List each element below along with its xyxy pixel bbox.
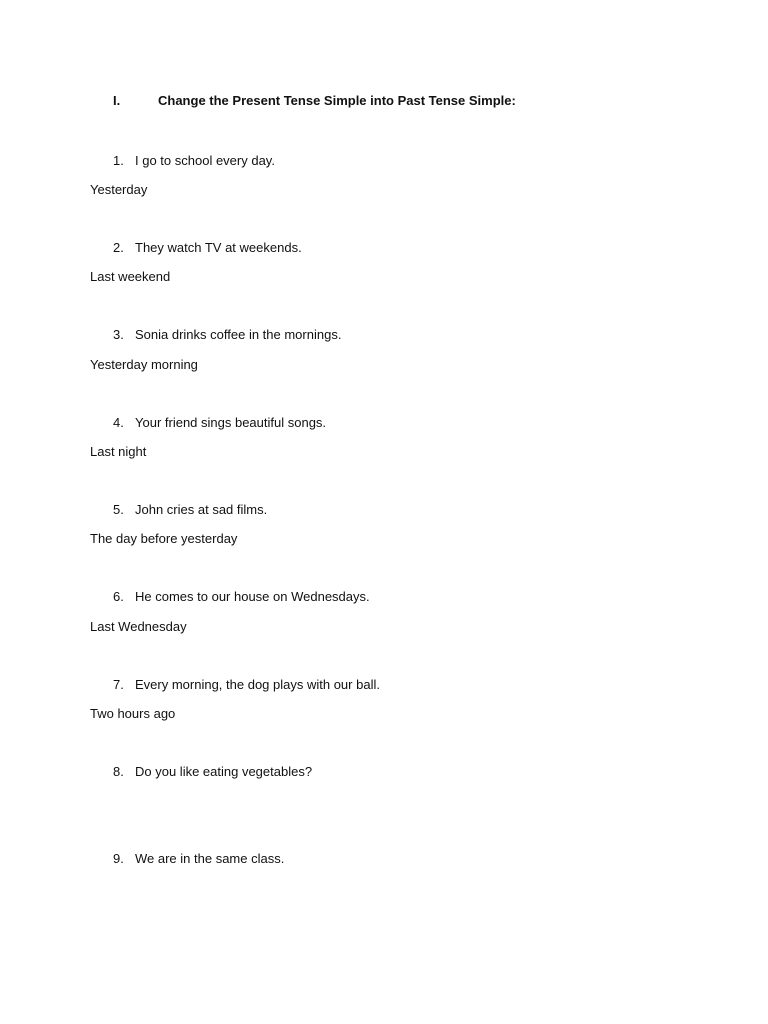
question-number: 3. xyxy=(113,327,124,342)
question-sentence: He comes to our house on Wednesdays. xyxy=(135,589,370,604)
question-number: 8. xyxy=(113,764,124,779)
time-hint-4: Last night xyxy=(90,444,147,459)
question-number: 9. xyxy=(113,851,124,866)
question-2 xyxy=(113,239,302,257)
exercise-number: I. xyxy=(113,93,121,108)
question-4 xyxy=(113,414,326,432)
question-sentence: John cries at sad films. xyxy=(135,502,268,517)
time-hint-2: Last weekend xyxy=(90,269,171,284)
question-sentence: They watch TV at weekends. xyxy=(135,240,302,255)
question-sentence: Sonia drinks coffee in the mornings. xyxy=(135,327,342,342)
question-7 xyxy=(113,676,380,694)
question-number: 2. xyxy=(113,240,124,255)
question-sentence: I go to school every day. xyxy=(135,153,275,168)
question-5 xyxy=(113,501,267,519)
question-6 xyxy=(113,588,370,606)
question-number: 4. xyxy=(113,415,124,430)
exercise-heading xyxy=(113,92,516,110)
question-9 xyxy=(113,850,284,868)
time-hint-3: Yesterday morning xyxy=(90,357,198,372)
time-hint-7: Two hours ago xyxy=(90,706,176,721)
question-sentence: Every morning, the dog plays with our ball. xyxy=(135,677,380,692)
question-sentence: We are in the same class. xyxy=(135,851,285,866)
question-number: 6. xyxy=(113,589,124,604)
question-number: 1. xyxy=(113,153,124,168)
question-number: 5. xyxy=(113,502,124,517)
question-1 xyxy=(113,152,275,170)
time-hint-6: Last Wednesday xyxy=(90,619,187,634)
question-sentence: Do you like eating vegetables? xyxy=(135,764,313,779)
question-number: 7. xyxy=(113,677,124,692)
exercise-instruction: Change the Present Tense Simple into Past Tense Simple: xyxy=(158,93,516,108)
time-hint-1: Yesterday xyxy=(90,182,148,197)
time-hint-5: The day before yesterday xyxy=(90,531,238,546)
question-sentence: Your friend sings beautiful songs. xyxy=(135,415,327,430)
question-3 xyxy=(113,326,341,344)
question-8 xyxy=(113,763,312,781)
